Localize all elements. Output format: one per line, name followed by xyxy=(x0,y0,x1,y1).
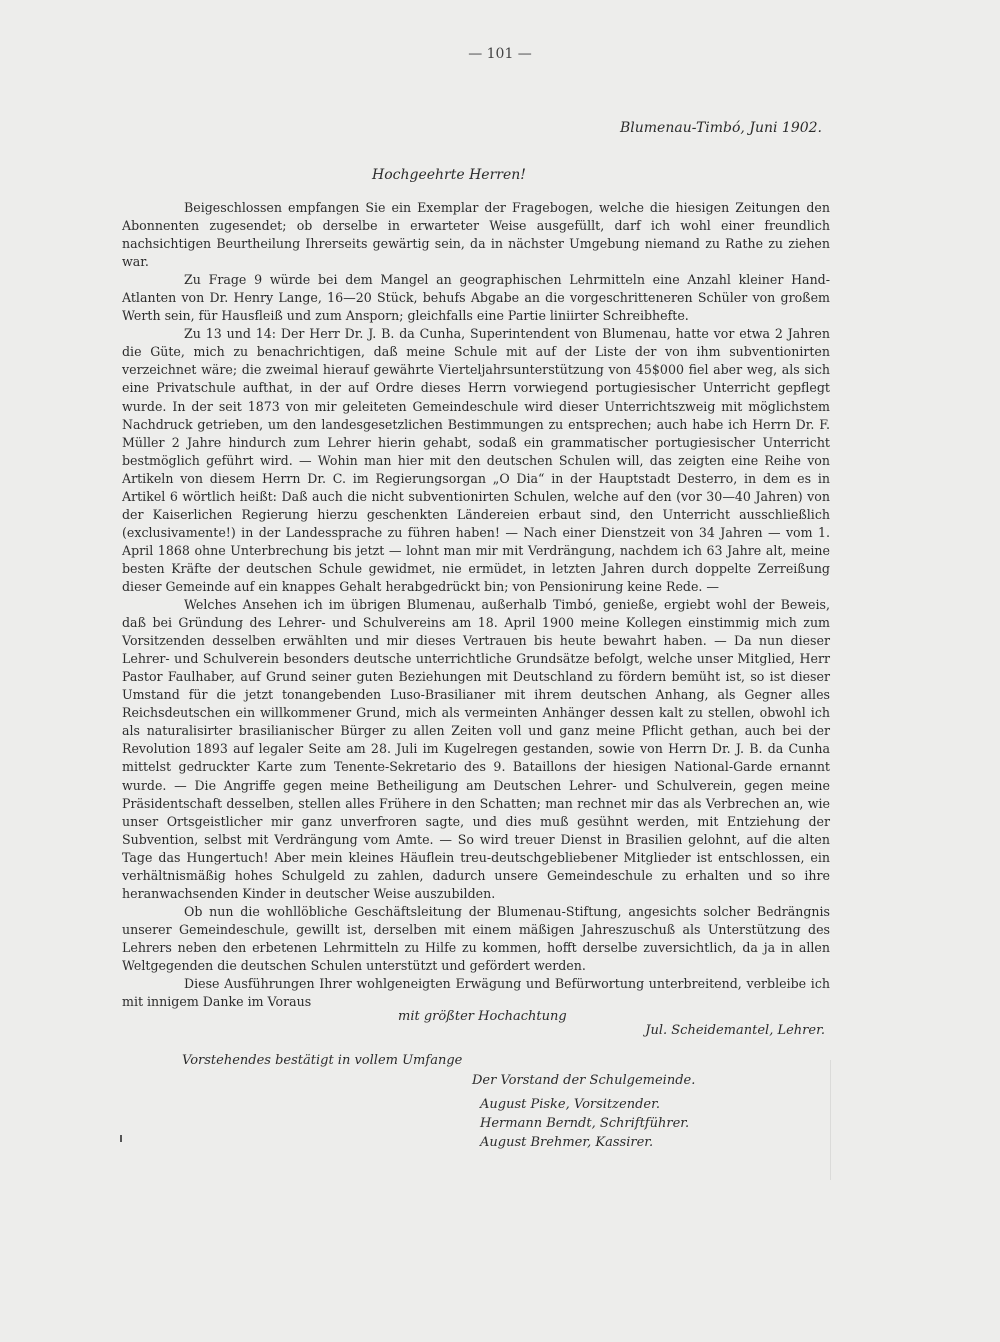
paragraph-6: Diese Ausführungen Ihrer wohlgeneigten Erwägung und Befürwortung unterbreitend, verbleibe ich mit innigem Danke im Voraus xyxy=(122,976,830,1010)
confirmation-statement: Vorstehendes bestätigt in vollem Umfange xyxy=(182,1053,463,1068)
paragraph-2: Zu Frage 9 würde bei dem Mangel an geographischen Lehrmitteln eine Anzahl kleiner Hand-Atlanten von Dr. Henry Lange, 16—20 Stück, behufs Abgabe an die vorgeschritteneren Schüler von großem Werth sein, für Hausfleiß und zum Ansporn; gleichfalls eine Partie liniirter Schreibhefte. xyxy=(122,272,830,324)
paragraph-5: Ob nun die wohllöbliche Geschäftsleitung der Blumenau-Stiftung, angesichts solcher Bedrängnis unserer Gemeindeschule, gewillt ist, derselben mit einem mäßigen Jahreszuschuß als Unterstützung des Lehrers neben den erbetenen Lehrmitteln zu Hilfe zu kommen, hofft derselbe zuversichtlich, da ja in allen Weltgegenden die deutschen Schulen unterstützt und gefördert werden. xyxy=(122,903,830,973)
letter-body xyxy=(122,199,830,1011)
paragraph-3: Zu 13 und 14: Der Herr Dr. J. B. da Cunha, Superintendent von Blumenau, hatte vor etwa 2 Jahren die Güte, mich zu benachrichtigen, daß meine Schule mit auf der Liste der von ihm subventionirten verzeichnet wäre; die zweimal hierauf gewährte Vierteljahrsunterstützung von 45$000 fiel aber weg, als sich eine Privatschule aufthat, in der auf Ordre dieses Herrn vorwiegend portugiesischer Unterricht gepflegt wurde. In der seit 1873 von mir geleiteten Gemeindeschule wird dieser Unterrichtszweig mit möglichstem Nachdruck getrieben, um den landesgesetzlichen Bestimmungen zu entsprechen; auch habe ich Herrn Dr. F. Müller 2 Jahre hindurch zum Lehrer hierin gehabt, sodaß ein grammatischer portugiesischer Unterricht bestmöglich geführt wird. — Wohin man hier mit den deutschen Schulen will, das zeigten eine Reihe von Artikeln von diesem Herrn Dr. C. im Regierungsorgan „O Dia“ in der Hauptstadt Desterro, in dem es in Artikel 6 wörtlich heißt: Daß auch die nicht subventionirten Schulen, welche auf den (vor 30—40 Jahren) von der Kaiserlichen Regierung hierzu geschenkten Ländereien erbaut sind, den Unterricht ausschließlich (exclusivamente!) in der Landessprache zu führen haben! — Nach einer Dienstzeit von 34 Jahren — vom 1. April 1868 ohne Unterbrechung bis jetzt — lohnt man mir mit Verdrängung, nachdem ich 63 Jahre alt, meine besten Kräfte der deutschen Schule gewidmet, nie ermüdet, in letzten Jahren durch doppelte Zerreißung dieser Gemeinde auf ein knappes Gehalt herabgedrückt bin; von Pensionirung keine Rede. — xyxy=(122,326,830,594)
page-number: — 101 — xyxy=(468,46,532,62)
show-through-rule xyxy=(830,1060,851,1180)
signer-name: Jul. Scheidemantel, Lehrer. xyxy=(645,1023,825,1038)
board-member: Hermann Berndt, Schriftführer. xyxy=(480,1116,690,1131)
board-members-list xyxy=(480,1095,689,1152)
board-member: August Piske, Vorsitzender. xyxy=(480,1097,661,1112)
show-through-margin xyxy=(835,250,1000,950)
board-title: Der Vorstand der Schulgemeinde. xyxy=(472,1073,696,1088)
closing-regards: mit größter Hochachtung xyxy=(398,1009,567,1024)
letter-place-date: Blumenau-Timbó, Juni 1902. xyxy=(620,120,822,136)
letter-salutation: Hochgeehrte Herren! xyxy=(372,167,526,183)
ink-mark xyxy=(120,1135,122,1142)
paragraph-4: Welches Ansehen ich im übrigen Blumenau, außerhalb Timbó, genieße, ergiebt wohl der Beweis, daß bei Gründung des Lehrer- und Schulvereins am 18. April 1900 meine Kollegen einstimmig mich zum Vorsitzenden desselben erwählten und mir dieses Vertrauen bis heute bewahrt haben. — Da nun dieser Lehrer- und Schulverein besonders deutsche unterrichtliche Grundsätze befolgt, welche unser Mitglied, Herr Pastor Faulhaber, auf Grund seiner guten Beziehungen mit Deutschland zu fördern bemüht ist, so ist dieser Umstand für die jetzt tonangebenden Luso-Brasilianer mit ihrem deutschen Anhang, als Gegner alles Reichsdeutschen ein willkommener Grund, mich als vermeinten Anhänger dessen kalt zu stellen, obwohl ich als naturalisirter brasilianischer Bürger zu allen Zeiten voll und ganz meine Pflicht gethan, auch bei der Revolution 1893 auf legaler Seite am 28. Juli im Kugelregen gestanden, sowie von Herrn Dr. J. B. da Cunha mittelst gedruckter Karte zum Tenente-Sekretario des 9. Bataillons der hiesigen National-Garde ernannt wurde. — Die Angriffe gegen meine Betheiligung am Deutschen Lehrer- und Schulverein, gegen meine Präsidentschaft desselben, stellen alles Frühere in den Schatten; man rechnet mir das als Verbrechen an, wie unser Ortsgeistlicher mir ganz unverfroren sagte, und dies muß gesühnt werden, mit Entziehung der Subvention, selbst mit Verdrängung vom Amte. — So wird treuer Dienst in Brasilien gelohnt, auf die alten Tage das Hungertuch! Aber mein kleines Häuflein treu-deutschgebliebener Mitglieder ist entschlossen, ein verhältnismäßig hohes Schulgeld zu zahlen, dadurch unsere Gemeindeschule zu erhalten und so ihre heranwachsenden Kinder in deutscher Weise auszubilden. xyxy=(122,597,830,901)
paragraph-1: Beigeschlossen empfangen Sie ein Exemplar der Fragebogen, welche die hiesigen Zeitungen den Abonnenten zugesendet; ob derselbe in erwarteter Weise ausgefüllt, darf ich wohl einer freundlich nachsichtigen Beurtheilung Ihrerseits gewärtig sein, da in nächster Umgebung niemand zu Rathe zu ziehen war. xyxy=(122,200,830,270)
board-member: August Brehmer, Kassirer. xyxy=(480,1135,654,1150)
